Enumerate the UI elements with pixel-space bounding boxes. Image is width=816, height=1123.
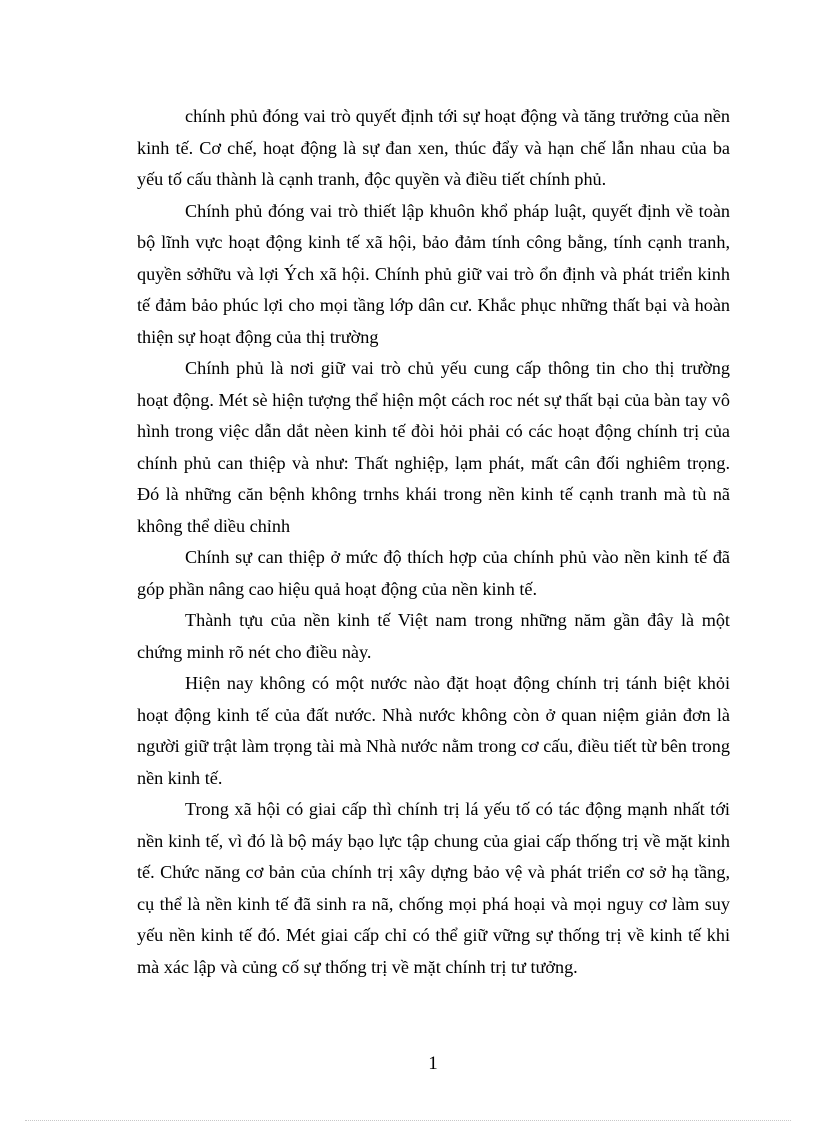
paragraph-4: Chính sự can thiệp ở mức độ thích hợp của chính phủ vào nền kinh tế đã góp phần nâng cao hiệu quả hoạt động của nền kinh tế. [137,547,730,599]
page-bottom-divider [25,1120,791,1121]
paragraph-1: chính phủ đóng vai trò quyết định tới sự hoạt động và tăng trưởng của nền kinh tế. Cơ chế, hoạt động là sự đan xen, thúc đẩy và hạn chế lẫn nhau của ba yếu tố cấu thành là cạnh tranh, độc quyền và điều tiết chính phủ. [137,106,730,189]
paragraph-3: Chính phủ là nơi giữ vai trò chủ yếu cung cấp thông tin cho thị trường hoạt động. Mét sè hiện tượng thể hiện một cách roc nét sự thất bại của bàn tay vô hình trong việc dẫn dắt nèen kinh tế đòi hỏi phải có các hoạt động chính trị của chính phủ can thiệp và như: Thất nghiệp, lạm phát, mất cân đối nghiêm trọng. Đó là những căn bệnh không trnhs khái trong nền kinh tế cạnh tranh mà tù nã không thể diều chỉnh [137,358,730,536]
paragraph-5: Thành tựu của nền kinh tế Việt nam trong những năm gần đây là một chứng minh rõ nét cho điều này. [137,610,730,662]
paragraph-7: Trong xã hội có giai cấp thì chính trị lá yếu tố có tác động mạnh nhất tới nền kinh tế, vì đó là bộ máy bạo lực tập chung của giai cấp thống trị về mặt kinh tế. Chức năng cơ bản của chính trị xây dựng bảo vệ và phát triển cơ sở hạ tầng, cụ thể là nền kinh tế đã sinh ra nã, chống mọi phá hoại và mọi nguy cơ làm suy yếu nền kinh tế đó. Mét giai cấp chỉ có thể giữ vững sự thống trị về kinh tế khi mà xác lập và củng cố sự thống trị về mặt chính trị tư tưởng. [137,799,730,977]
paragraph-6: Hiện nay không có một nước nào đặt hoạt động chính trị tánh biệt khỏi hoạt động kinh tế của đất nước. Nhà nước không còn ở quan niệm giản đơn là người giữ trật làm trọng tài mà Nhà nước nằm trong cơ cấu, điều tiết từ bên trong nền kinh tế. [137,673,730,788]
paragraph-2: Chính phủ đóng vai trò thiết lập khuôn khổ pháp luật, quyết định về toàn bộ lĩnh vực hoạt động kinh tế xã hội, bảo đảm tính công bằng, tính cạnh tranh, quyền sởhữu và lợi Ých xã hội. Chính phủ giữ vai trò ổn định và phát triển kinh tế đảm bảo phúc lợi cho mọi tầng lớp dân cư. Khắc phục những thất bại và hoàn thiện sự hoạt động của thị trường [137,200,730,347]
body-text [137,101,730,983]
page-number: 1 [428,1053,438,1074]
